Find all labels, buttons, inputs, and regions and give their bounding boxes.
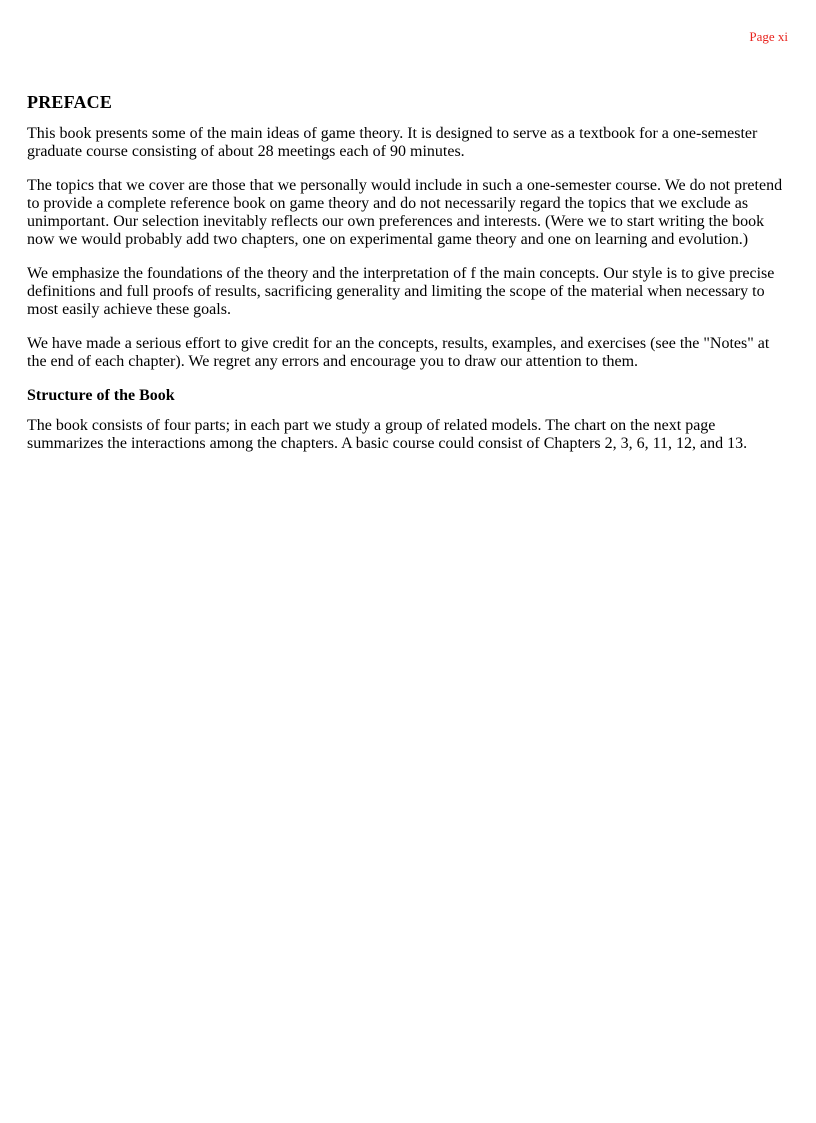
page-number: Page xi: [749, 29, 788, 44]
structure-heading: Structure of the Book: [27, 387, 175, 404]
document-body: [27, 92, 792, 469]
preface-title: PREFACE: [27, 92, 113, 112]
structure-paragraph: The book consists of four parts; in each part we study a group of related models. The chart on the next page summarizes the interactions among the chapters. A basic course could consist of Chapters 2, 3, 6, 11, 12, and 13.: [27, 417, 748, 452]
preface-paragraph-3: We emphasize the foundations of the theory and the interpretation of f the main concepts. Our style is to give precise definitions and full proofs of results, sacrificing generality and limiting the scope of the material when necessary to most easily achieve these goals.: [27, 265, 775, 318]
preface-paragraph-1: This book presents some of the main ideas of game theory. It is designed to serve as a textbook for a one-semester graduate course consisting of about 28 meetings each of 90 minutes.: [27, 125, 758, 160]
preface-paragraph-2: The topics that we cover are those that we personally would include in such a one-semester course. We do not pretend to provide a complete reference book on game theory and do not necessarily regard the topics that we exclude as unimportant. Our selection inevitably reflects our own preferences and interests. (Were we to start writing the book now we would probably add two chapters, one on experimental game theory and one on learning and evolution.): [27, 177, 783, 248]
preface-paragraph-4: We have made a serious effort to give credit for an the concepts, results, examples, and exercises (see the "Notes" at the end of each chapter). We regret any errors and encourage you to draw our attention to them.: [27, 335, 770, 370]
